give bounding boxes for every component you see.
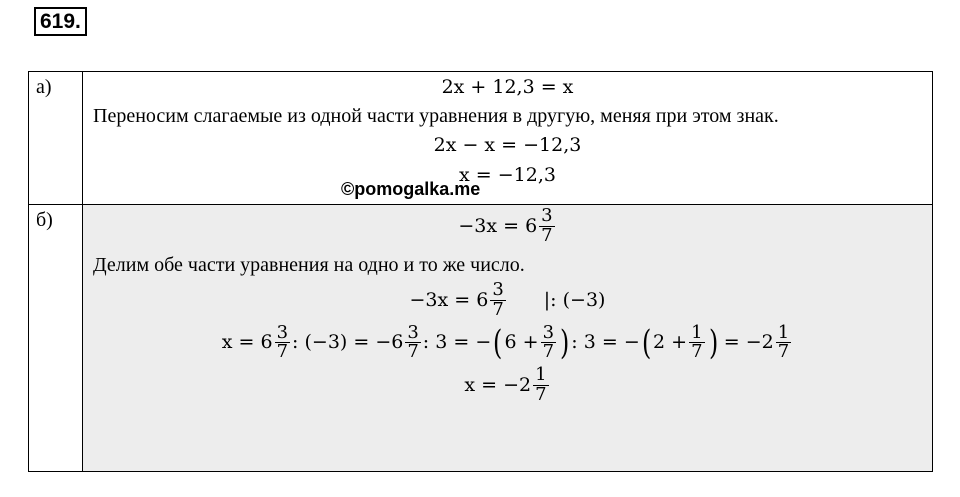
- open-paren: (: [493, 322, 503, 363]
- part-a-row: [29, 72, 933, 205]
- eq2-operation: |: (−3): [543, 288, 606, 311]
- eq2-lhs: −3x = 6: [409, 288, 489, 311]
- part-b-equation-4: [83, 366, 932, 405]
- open-paren: (: [641, 322, 652, 363]
- eq4-lhs: x = −2: [464, 374, 532, 397]
- part-b-body: [83, 205, 933, 472]
- eq3-term: x = 6: [221, 331, 273, 354]
- eq3-term: 2 +: [653, 331, 688, 354]
- eq1-lhs: −3x = 6: [458, 214, 538, 237]
- part-b-equation-3: [83, 321, 932, 363]
- eq3-term: = −2: [723, 331, 774, 354]
- task-number: 619.: [34, 7, 87, 36]
- part-b-label: б): [29, 205, 83, 472]
- part-a-equation-1: 2x + 12,3 = x: [441, 76, 574, 98]
- close-paren: ): [708, 322, 718, 363]
- eq3-term: 6 +: [504, 331, 539, 354]
- part-b-row: [29, 205, 933, 472]
- watermark: ©pomogalka.me: [341, 179, 481, 199]
- part-a-equation-2: 2x − x = −12,3: [433, 134, 582, 156]
- part-b-explanation: Делим обе части уравнения на одно и то же число.: [93, 253, 525, 276]
- part-a-body: [83, 72, 933, 205]
- part-a-explanation: Переносим слагаемые из одной части уравнения в другую, меняя при этом знак.: [93, 105, 779, 127]
- part-a-label: а): [29, 72, 83, 205]
- part-b-equation-2: [83, 278, 932, 320]
- fraction-3-7: $\frac{3}{7}$: [276, 321, 289, 363]
- part-b-equation-1: [83, 207, 932, 246]
- fraction-1-7: $\frac{1}{7}$: [691, 321, 703, 363]
- close-paren: ): [560, 322, 570, 363]
- fraction-3-7: $\frac{3}{7}$: [542, 321, 555, 363]
- fraction-1-7: $\frac{1}{7}$: [535, 364, 547, 406]
- solution-table: [28, 71, 933, 472]
- part-a-equation-3: x = −12,3: [459, 164, 556, 186]
- fraction-3-7: $\frac{3}{7}$: [541, 205, 553, 246]
- eq3-term: : (−3) = −6: [292, 331, 404, 354]
- eq3-term: : 3 = −: [422, 331, 492, 354]
- eq3-term: : 3 = −: [571, 331, 640, 354]
- fraction-3-7: $\frac{3}{7}$: [492, 278, 504, 320]
- fraction-3-7: $\frac{3}{7}$: [407, 321, 419, 363]
- fraction-1-7: $\frac{1}{7}$: [777, 321, 790, 363]
